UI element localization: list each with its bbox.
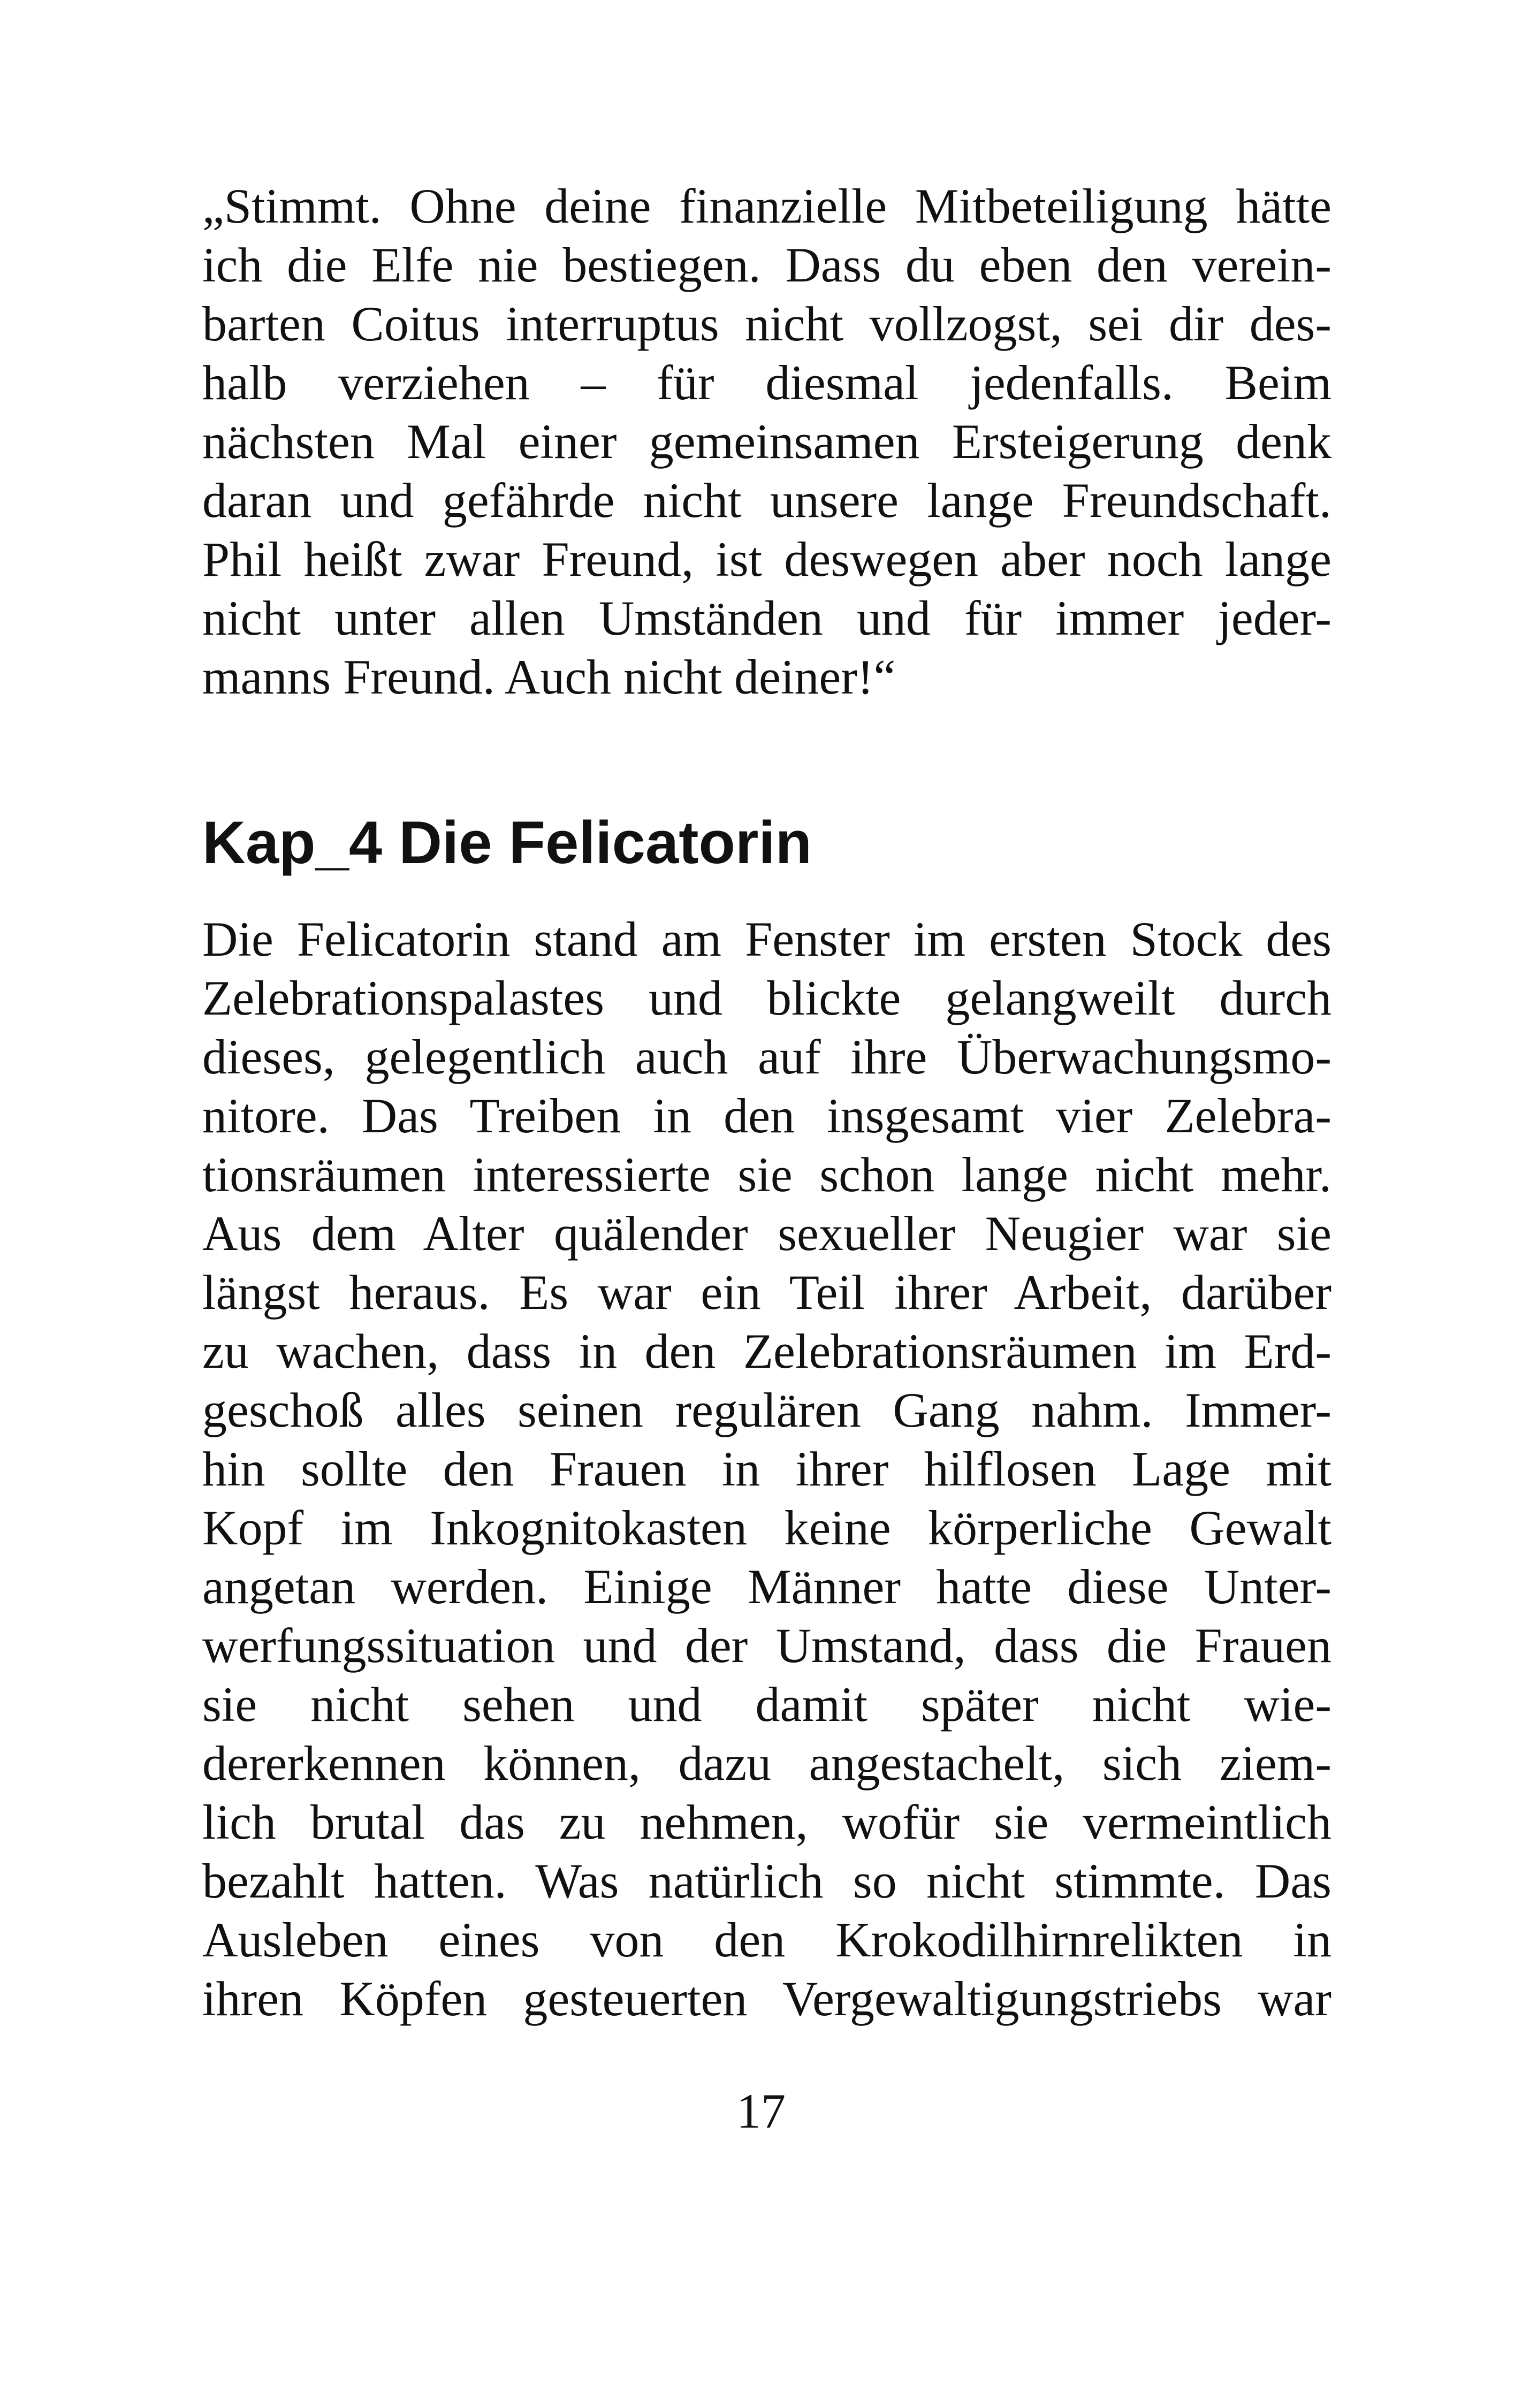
text-line: Kopf im Inkognitokasten keine körperliche Gewalt <box>202 1500 1331 1555</box>
paragraph-dialogue <box>202 177 1331 706</box>
paragraph-chapter-body <box>202 910 1331 2028</box>
text-line: ich die Elfe nie bestiegen. Dass du eben den verein- <box>202 238 1331 292</box>
text-line: nitore. Das Treiben in den insgesamt vier Zelebra- <box>202 1088 1331 1143</box>
text-line: sie nicht sehen und damit später nicht wie- <box>202 1677 1331 1732</box>
chapter-heading: Kap_4 Die Felicatorin <box>202 809 812 876</box>
text-line: Ausleben eines von den Krokodilhirnrelikten in <box>202 1912 1331 1967</box>
text-line: werfungssituation und der Umstand, dass die Frauen <box>202 1618 1331 1673</box>
text-line: Die Felicatorin stand am Fenster im ersten Stock des <box>202 912 1331 966</box>
text-line: bezahlt hatten. Was natürlich so nicht stimmte. Das <box>202 1854 1331 1908</box>
text-line: nächsten Mal einer gemeinsamen Ersteigerung denk <box>202 414 1331 469</box>
text-line: „Stimmt. Ohne deine finanzielle Mitbeteiligung hätte <box>202 179 1331 233</box>
text-line: geschoß alles seinen regulären Gang nahm. Immer- <box>202 1383 1331 1437</box>
text-line: daran und gefährde nicht unsere lange Freundschaft. <box>202 473 1331 528</box>
text-line: angetan werden. Einige Männer hatte diese Unter- <box>202 1559 1331 1614</box>
text-line: dererkennen können, dazu angestachelt, sich ziem- <box>202 1736 1331 1790</box>
text-line: längst heraus. Es war ein Teil ihrer Arbeit, darüber <box>202 1265 1331 1320</box>
text-line: dieses, gelegentlich auch auf ihre Überwachungsmo- <box>202 1030 1331 1084</box>
text-line: nicht unter allen Umständen und für immer jeder- <box>202 591 1331 645</box>
text-line: lich brutal das zu nehmen, wofür sie vermeintlich <box>202 1795 1331 1849</box>
text-line: Aus dem Alter quälender sexueller Neugier war sie <box>202 1206 1331 1261</box>
text-line: hin sollte den Frauen in ihrer hilflosen Lage mit <box>202 1442 1331 1496</box>
page-number: 17 <box>736 2084 786 2138</box>
text-line: zu wachen, dass in den Zelebrationsräumen im Erd- <box>202 1324 1331 1378</box>
text-line: ihren Köpfen gesteuerten Vergewaltigungstriebs war <box>202 1971 1331 2026</box>
text-line: halb verziehen – für diesmal jedenfalls. Beim <box>202 355 1331 410</box>
text-line: barten Coitus interruptus nicht vollzogst, sei dir des- <box>202 296 1331 351</box>
text-line: manns Freund. Auch nicht deiner!“ <box>202 650 896 704</box>
text-line: Phil heißt zwar Freund, ist deswegen aber noch lange <box>202 532 1331 586</box>
text-line: Zelebrationspalastes und blickte gelangweilt durch <box>202 971 1331 1025</box>
text-line: tionsräumen interessierte sie schon lange nicht mehr. <box>202 1147 1331 1202</box>
